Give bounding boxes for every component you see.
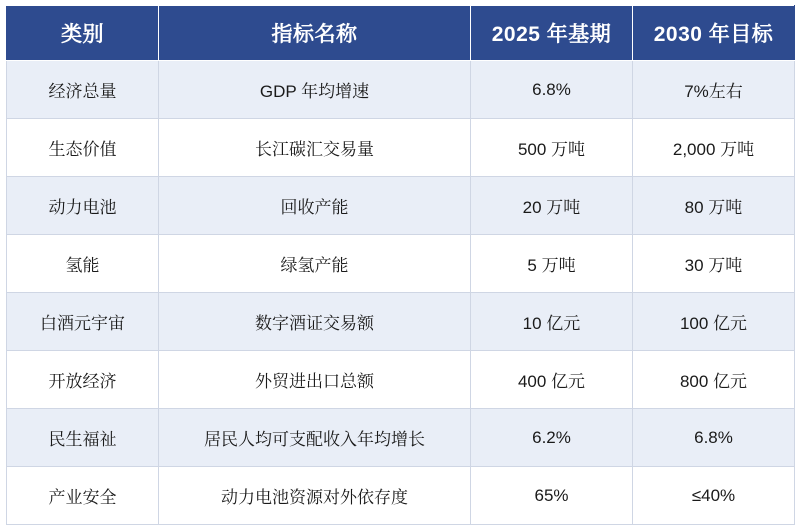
cell-category: 开放经济 [7,351,159,409]
cell-category: 白酒元宇宙 [7,293,159,351]
cell-category: 生态价值 [7,119,159,177]
cell-target-2030: ≤40% [633,467,795,525]
cell-metric: 长江碳汇交易量 [159,119,471,177]
cell-metric: 绿氢产能 [159,235,471,293]
cell-target-2030: 800 亿元 [633,351,795,409]
column-header-metric-name: 指标名称 [159,6,471,61]
table-body [7,61,795,525]
cell-category: 氢能 [7,235,159,293]
cell-base-2025: 6.2% [471,409,633,467]
cell-category: 动力电池 [7,177,159,235]
cell-base-2025: 5 万吨 [471,235,633,293]
table-row [7,61,795,119]
cell-base-2025: 400 亿元 [471,351,633,409]
column-header-target-2030: 2030 年目标 [633,6,795,61]
cell-metric: 居民人均可支配收入年均增长 [159,409,471,467]
indicator-table [6,5,795,525]
table-header [7,6,795,61]
cell-base-2025: 6.8% [471,61,633,119]
cell-base-2025: 10 亿元 [471,293,633,351]
table-row [7,351,795,409]
cell-base-2025: 65% [471,467,633,525]
cell-base-2025: 20 万吨 [471,177,633,235]
cell-category: 产业安全 [7,467,159,525]
cell-category: 民生福祉 [7,409,159,467]
cell-category: 经济总量 [7,61,159,119]
column-header-base-2025: 2025 年基期 [471,6,633,61]
table-row [7,467,795,525]
table-row [7,409,795,467]
cell-metric: 外贸进出口总额 [159,351,471,409]
cell-target-2030: 7%左右 [633,61,795,119]
cell-target-2030: 100 亿元 [633,293,795,351]
table-header-row [7,6,795,61]
cell-metric: 数字酒证交易额 [159,293,471,351]
cell-base-2025: 500 万吨 [471,119,633,177]
table-row [7,177,795,235]
table-row [7,293,795,351]
cell-target-2030: 30 万吨 [633,235,795,293]
cell-target-2030: 6.8% [633,409,795,467]
table-row [7,119,795,177]
cell-metric: GDP 年均增速 [159,61,471,119]
column-header-category: 类别 [7,6,159,61]
cell-metric: 回收产能 [159,177,471,235]
cell-metric: 动力电池资源对外依存度 [159,467,471,525]
cell-target-2030: 2,000 万吨 [633,119,795,177]
table-row [7,235,795,293]
cell-target-2030: 80 万吨 [633,177,795,235]
